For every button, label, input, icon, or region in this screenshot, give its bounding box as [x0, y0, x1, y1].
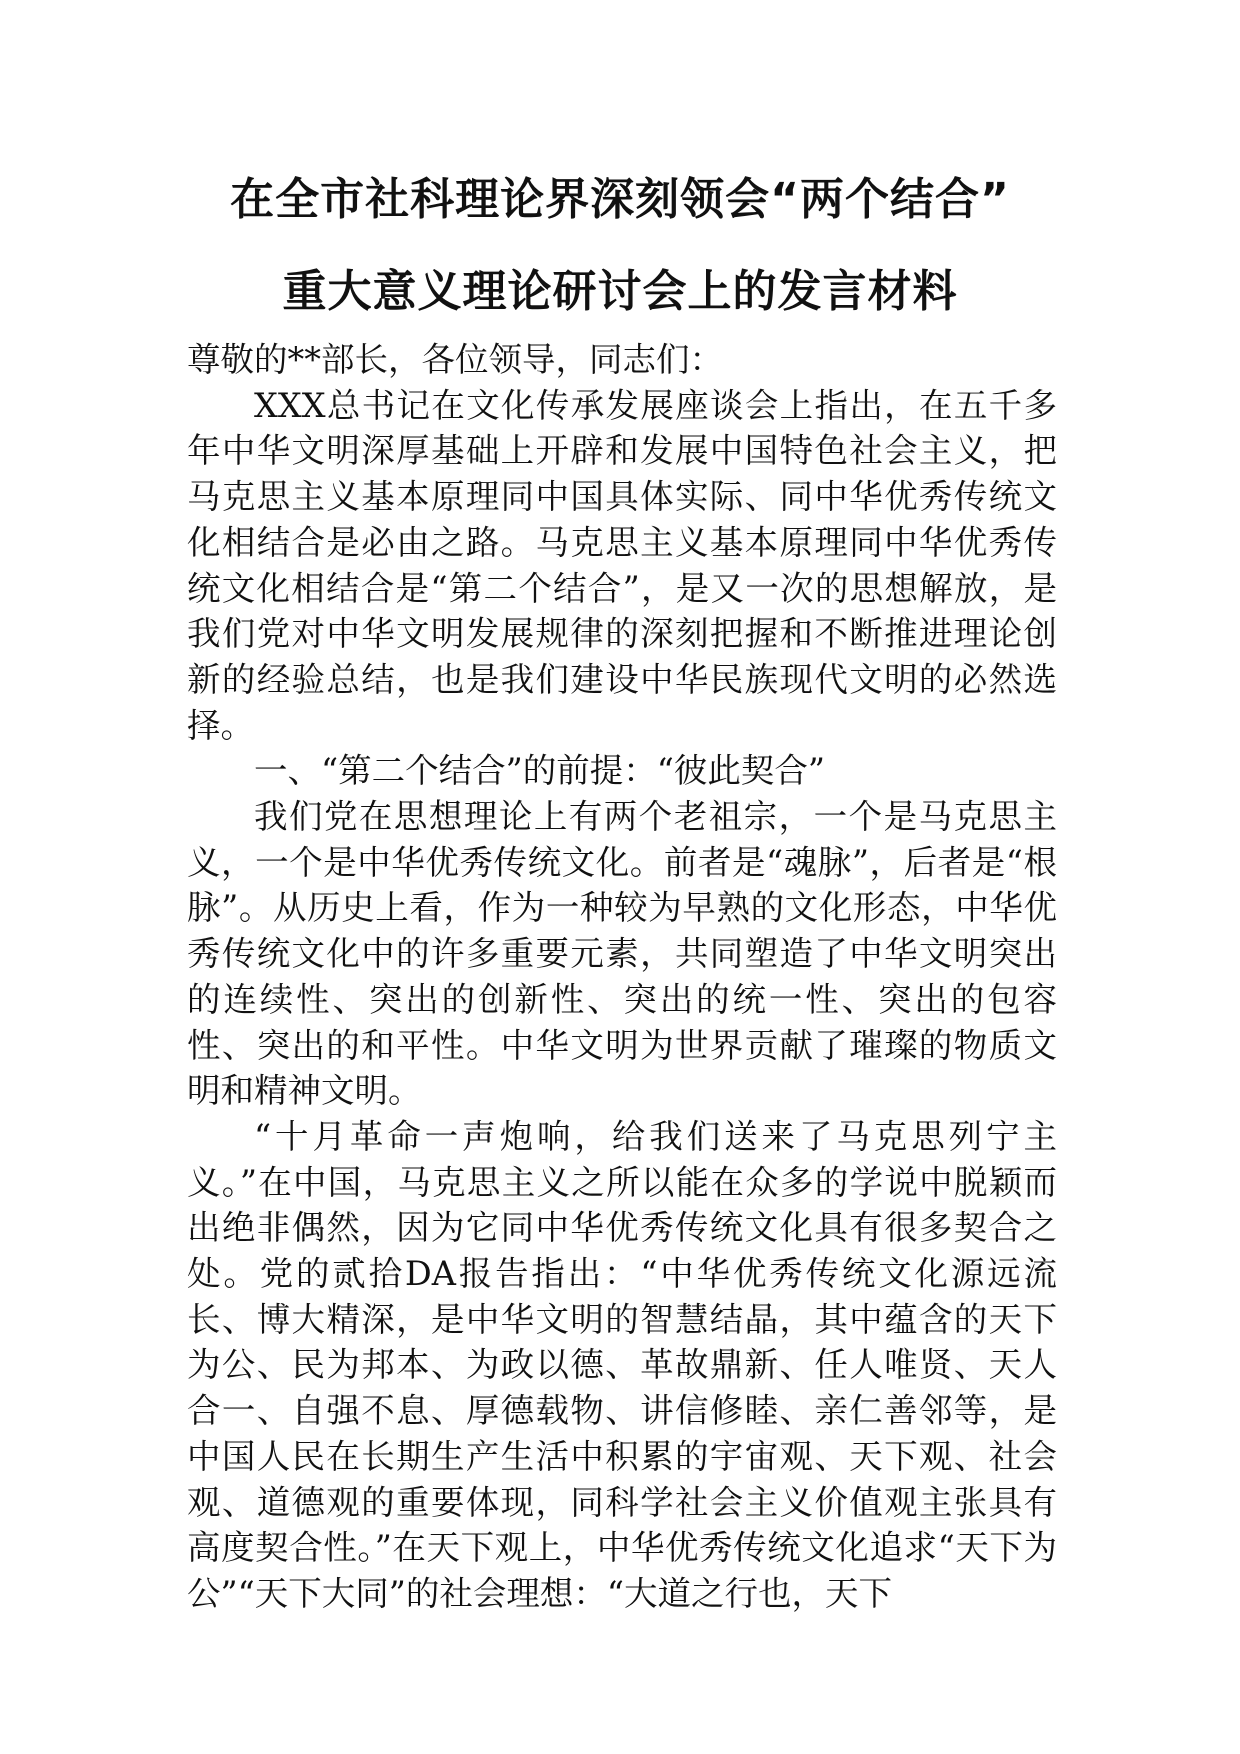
salutation: 尊敬的**部长，各位领导，同志们：: [187, 340, 723, 379]
paragraph-two-ancestors: 我们党在思想理论上有两个老祖宗，一个是马克思主义，一个是中华优秀传统文化。前者是“魂脉”，后者是“根脉”。从历史上看，作为一种较为早熟的文化形态，中华优秀传统文化中的许多重要元素，共同塑造了中华文明突出的连续性、突出的创新性、突出的统一性、突出的包容性、突出的和平性。中华文明为世界贡献了璀璨的物质文明和精神文明。: [187, 797, 1057, 1111]
section-heading-1: 一、“第二个结合”的前提：“彼此契合”: [254, 751, 826, 791]
paragraph-intro: XXX总书记在文化传承发展座谈会上指出，在五千多年中华文明深厚基础上开辟和发展中国特色社会主义，把马克思主义基本原理同中国具体实际、同中华优秀传统文化相结合是必由之路。马克思主义基本原理同中华优秀传统文化相结合是“第二个结合”，是又一次的思想解放，是我们党对中华文明发展规律的深刻把握和不断推进理论创新的经验总结，也是我们建设中华民族现代文明的必然选择。: [187, 385, 1057, 745]
document-body: [187, 337, 1057, 1617]
document-title-line-2: 重大意义理论研讨会上的发言材料: [282, 266, 958, 317]
paragraph-october-revolution: “十月革命一声炮响，给我们送来了马克思列宁主义。”在中国，马克思主义之所以能在众多的学说中脱颖而出绝非偶然，因为它同中华优秀传统文化具有很多契合之处。党的贰拾DA报告指出：“中华优秀传统文化源远流长、博大精深，是中华文明的智慧结晶，其中蕴含的天下为公、民为邦本、为政以德、革故鼎新、任人唯贤、天人合一、自强不息、厚德载物、讲信修睦、亲仁善邻等，是中国人民在长期生产生活中积累的宇宙观、天下观、社会观、道德观的重要体现，同科学社会主义价值观主张具有高度契合性。”在天下观上，中华优秀传统文化追求“天下为公”“天下大同”的社会理想：“大道之行也，天下: [187, 1116, 1057, 1613]
document-title-line-1: 在全市社科理论界深刻领会“两个结合”: [230, 174, 1010, 225]
